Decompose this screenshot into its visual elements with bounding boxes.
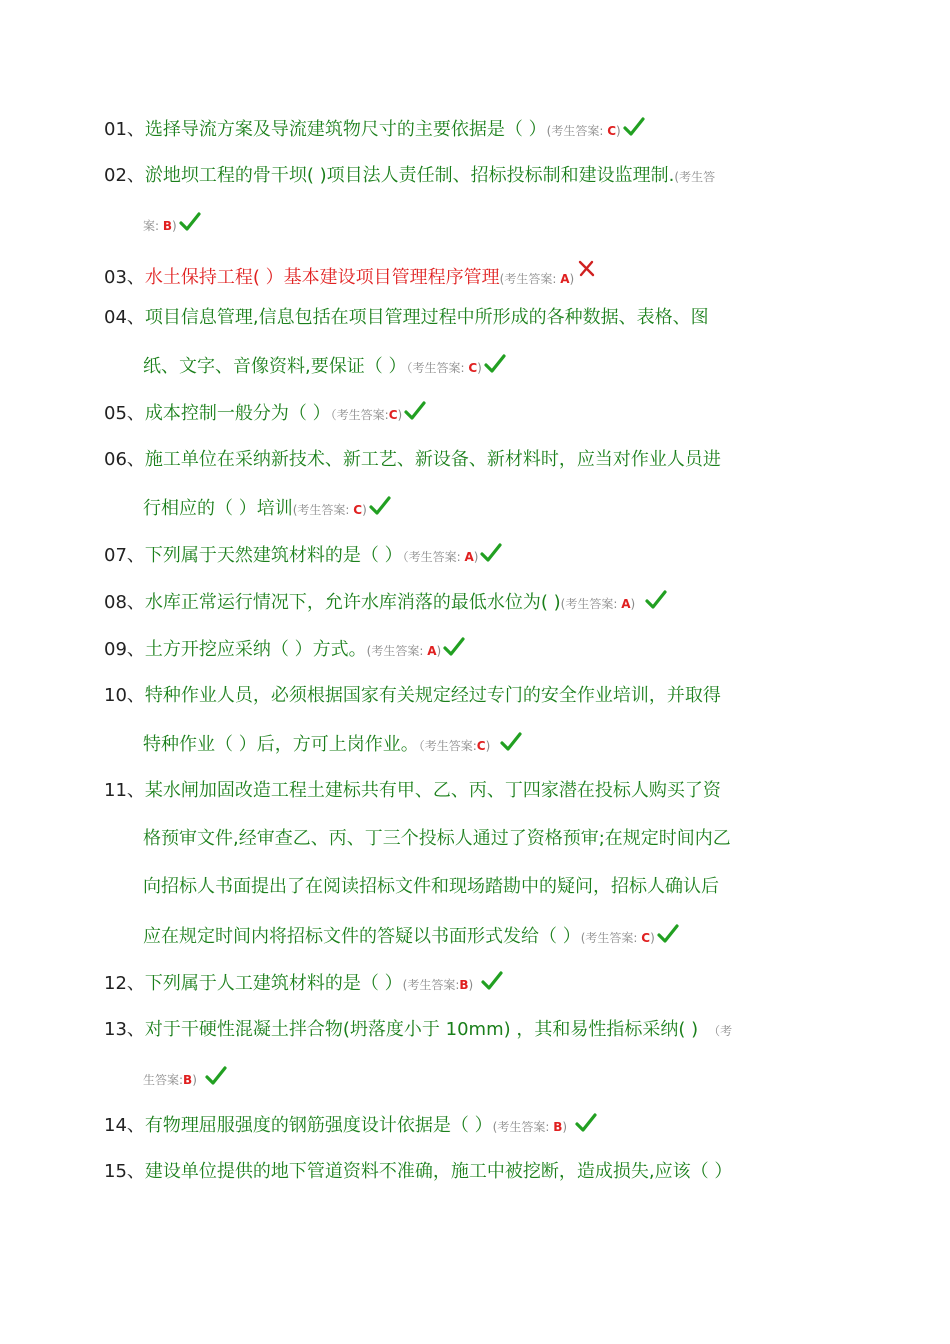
question-05 (104, 401, 426, 425)
answer-hint-open: (考生答案: (492, 1120, 554, 1134)
answer-hint-close: ) (616, 124, 621, 138)
answer-hint-open: (考生答案: (366, 644, 428, 658)
question-02-cont (143, 212, 201, 236)
answer-hint-open: (考生答案: (292, 503, 354, 517)
student-answer: C (468, 361, 478, 375)
question-text: 水库正常运行情况下，允许水库消落的最低水位为( ) (144, 592, 561, 613)
student-answer: A (621, 597, 631, 611)
question-text-cont: 特种作业（ ）后，方可上岗作业。 (143, 734, 419, 755)
question-text: 对于干硬性混凝土拌合物(坍落度小于 10mm) ，其和易性指标采纳( ) (144, 1019, 699, 1040)
question-number: 03、 (104, 267, 145, 288)
question-text: 成本控制一般分为（ ） (144, 403, 331, 424)
question-10-cont (143, 732, 522, 756)
question-number: 14、 (104, 1115, 145, 1136)
question-text-cont: 格预审文件,经审查乙、丙、丁三个投标人通过了资格预审;在规定时间内乙 (143, 828, 731, 849)
student-answer: B (183, 1073, 193, 1087)
question-14 (104, 1113, 597, 1137)
check-icon (179, 212, 201, 232)
student-answer: A (560, 272, 570, 286)
question-text: 淤地坝工程的骨干坝( )项目法人责任制、招标投标制和建设监理制. (144, 165, 675, 186)
question-15 (104, 1160, 732, 1184)
answer-hint-close: ) (468, 978, 474, 992)
question-number: 01、 (104, 119, 145, 140)
question-11-cont-3 (143, 924, 679, 948)
question-number: 12、 (104, 973, 145, 994)
check-icon (481, 971, 503, 991)
answer-hint-close: ) (630, 597, 636, 611)
question-text: 土方开挖应采纳（ ）方式。 (144, 639, 367, 660)
answer-hint-open: （考生答案: (406, 361, 469, 375)
question-number: 05、 (104, 403, 145, 424)
question-11-cont-2 (143, 875, 719, 899)
student-answer: C (388, 408, 398, 422)
question-01 (104, 117, 645, 141)
question-03 (104, 259, 598, 288)
question-08 (104, 590, 667, 614)
answer-hint-close: ) (436, 644, 442, 658)
question-number: 13、 (104, 1019, 145, 1040)
answer-hint-wrap: 生答案: (143, 1073, 184, 1087)
question-number: 06、 (104, 449, 145, 470)
question-text-cont: 应在规定时间内将招标文件的答疑以书面形式发给（ ） (143, 926, 581, 947)
student-answer: A (427, 644, 437, 658)
question-04-cont (143, 354, 506, 378)
student-answer: C (353, 503, 363, 517)
question-number: 09、 (104, 639, 145, 660)
student-answer: A (464, 550, 474, 564)
answer-hint-close: ) (362, 503, 367, 517)
check-icon (623, 117, 645, 137)
question-number: 11、 (104, 780, 145, 801)
answer-hint-wrap: 案: (143, 219, 163, 233)
answer-hint-open: （考生答案: (402, 550, 465, 564)
question-text-cont: 向招标人书面提出了在阅读招标文件和现场踏勘中的疑问，招标人确认后 (143, 876, 719, 897)
question-number: 07、 (104, 545, 145, 566)
check-icon (500, 732, 522, 752)
question-11 (104, 779, 721, 803)
question-text: 项目信息管理,信息包括在项目管理过程中所形成的各种数据、表格、图 (144, 307, 709, 328)
question-number: 04、 (104, 307, 145, 328)
answer-hint-open: （考 (708, 1024, 733, 1038)
student-answer: C (641, 931, 651, 945)
question-text-cont: 行相应的（ ）培训 (143, 498, 293, 519)
question-text: 下列属于人工建筑材料的是（ ） (144, 973, 403, 994)
question-06 (104, 448, 721, 472)
answer-hint-open: (考生答案: (546, 124, 608, 138)
check-icon (480, 543, 502, 563)
question-02 (104, 164, 715, 188)
answer-hint-open: (考生答案: (499, 272, 561, 286)
cross-icon (576, 259, 598, 279)
check-icon (443, 637, 465, 657)
question-09 (104, 637, 465, 661)
answer-hint-close: ) (473, 550, 479, 564)
check-icon (645, 590, 667, 610)
answer-hint-close: ) (477, 361, 482, 375)
answer-hint-open: (考生答案: (560, 597, 622, 611)
answer-hint-open: (考生答案: (580, 931, 642, 945)
question-number: 02、 (104, 165, 145, 186)
answer-hint-close: ) (569, 272, 575, 286)
question-10 (104, 684, 721, 708)
check-icon (484, 354, 506, 374)
question-13 (104, 1018, 732, 1042)
answer-hint-close: ) (562, 1120, 568, 1134)
answer-hint-open: (考生答 (674, 170, 716, 184)
student-answer: C (476, 739, 486, 753)
answer-hint-close: ) (192, 1073, 197, 1087)
student-answer: B (459, 978, 469, 992)
check-icon (404, 401, 426, 421)
student-answer: B (553, 1120, 563, 1134)
question-number: 08、 (104, 592, 145, 613)
question-text: 有物理屈服强度的钢筋强度设计依据是（ ） (144, 1115, 493, 1136)
student-answer: B (162, 219, 173, 233)
answer-hint-open: （考生答案: (418, 739, 477, 753)
question-text: 水土保持工程( ）基本建设项目管理程序管理 (144, 267, 500, 288)
question-text: 某水闸加固改造工程土建标共有甲、乙、丙、丁四家潜在投标人购买了资 (144, 780, 721, 801)
question-04 (104, 306, 709, 330)
question-text-cont: 纸、文字、音像资料,要保证（ ） (143, 356, 407, 377)
question-text: 选择导流方案及导流建筑物尺寸的主要依据是（ ） (144, 119, 547, 140)
answer-hint-close: ) (397, 408, 403, 422)
answer-hint-close: ) (650, 931, 655, 945)
answer-hint-close: ) (172, 219, 177, 233)
student-answer: C (607, 124, 616, 138)
question-text: 下列属于天然建筑材料的是（ ） (144, 545, 403, 566)
answer-hint-close: ) (485, 739, 491, 753)
question-text: 特种作业人员，必须根据国家有关规定经过专门的安全作业培训，并取得 (144, 685, 721, 706)
question-number: 10、 (104, 685, 145, 706)
answer-hint-open: （考生答案: (330, 408, 389, 422)
check-icon (205, 1066, 227, 1086)
question-07 (104, 543, 502, 567)
question-06-cont (143, 496, 391, 520)
question-text: 施工单位在采纳新技术、新工艺、新设备、新材料时，应当对作业人员进 (144, 449, 721, 470)
check-icon (369, 496, 391, 516)
answer-hint-open: (考生答案: (402, 978, 460, 992)
check-icon (657, 924, 679, 944)
question-12 (104, 971, 503, 995)
question-13-cont (143, 1066, 227, 1090)
question-text: 建设单位提供的地下管道资料不准确，施工中被挖断，造成损失,应该（ ） (144, 1161, 733, 1182)
question-number: 15、 (104, 1161, 145, 1182)
question-11-cont-1 (143, 827, 731, 851)
check-icon (575, 1113, 597, 1133)
